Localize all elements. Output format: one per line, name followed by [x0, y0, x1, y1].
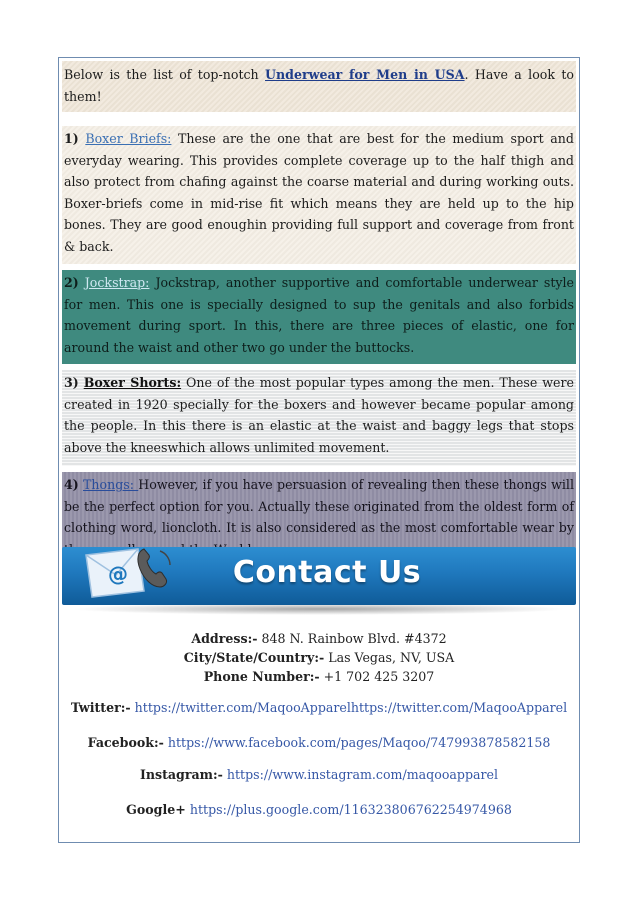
item-number: 3)	[64, 375, 79, 390]
telephone-icon	[134, 545, 174, 591]
boxer-shorts-link[interactable]: Boxer Shorts:	[83, 375, 182, 390]
instagram-line	[62, 766, 576, 784]
intro-text: Below is the list of top-notch	[64, 67, 266, 82]
item-description: One of the most popular types among the men. These were created in 1920 specially for the boxers and however became popular among the people. In this there is an elastic at the waist and baggy legs that stops above the kneeswhich allows unlimited movement.	[64, 375, 574, 455]
intro-text-end: . Have a look to them!	[64, 67, 574, 104]
item-description: However, if you have persuasion of revealing then these thongs will be the perfect option for you. Actually these originated from the oldest form of clothing word, lioncloth. It is also considered as the most comfortable wear by	[64, 477, 574, 535]
google-plus-link[interactable]: https://plus.google.com/116323806762254974968	[185, 802, 512, 817]
phone-value: +1 702 425 3207	[319, 669, 435, 684]
phone-label: Phone Number:-	[203, 669, 320, 684]
google-plus-label: Google+	[126, 802, 186, 817]
item-description: Jockstrap, another supportive and comfortable underwear style for men. This one is specially designed to sup the genitals and also forbids movement during sport. In this, there are three pieces of elastic, one for around the waist and other two go under the buttocks.	[64, 275, 574, 355]
item-number: 2)	[64, 275, 79, 290]
city-label: City/State/Country:-	[183, 650, 325, 665]
item-boxer-shorts	[62, 370, 576, 466]
address-value: 848 N. Rainbow Blvd. #4372	[257, 631, 447, 646]
jockstrap-link[interactable]: Jockstrap:	[84, 275, 150, 290]
thongs-link[interactable]: Thongs:	[83, 477, 139, 492]
twitter-line	[62, 699, 576, 717]
item-description: These are the one that are best for the medium sport and everyday wearing. This provides complete coverage up to the half thigh and also protect from chafing against the coarse material and during working outs. Boxer-briefs come in mid-rise fit which means they are held up to the hip bones. They are good enoughin providing full support and coverage from front & back.	[64, 131, 574, 254]
phone-line	[62, 668, 576, 686]
address-label: Address:-	[191, 631, 258, 646]
svg-text:@: @	[108, 562, 128, 586]
intro-paragraph	[62, 61, 576, 112]
article-body	[62, 61, 576, 566]
facebook-line	[62, 734, 576, 752]
twitter-label: Twitter:-	[70, 700, 131, 715]
item-boxer-briefs	[62, 126, 576, 264]
boxer-briefs-link[interactable]: Boxer Briefs:	[85, 131, 172, 146]
city-line	[62, 649, 576, 667]
underwear-link[interactable]: Underwear for Men in USA	[265, 67, 465, 82]
instagram-label: Instagram:-	[139, 767, 223, 782]
item-jockstrap	[62, 270, 576, 364]
address-line	[62, 630, 576, 648]
contact-us-title: Contact Us	[232, 555, 422, 590]
city-value: Las Vegas, NV, USA	[324, 650, 455, 665]
facebook-label: Facebook:-	[87, 735, 164, 750]
item-number: 1)	[64, 131, 79, 146]
item-number: 4)	[64, 477, 79, 492]
contact-us-banner	[62, 541, 576, 617]
instagram-link[interactable]: https://www.instagram.com/maqooapparel	[222, 767, 499, 782]
facebook-link[interactable]: https://www.facebook.com/pages/Maqoo/747993878582158	[163, 735, 551, 750]
twitter-link[interactable]: https://twitter.com/MaqooApparelhttps://twitter.com/MaqooApparel	[130, 700, 568, 715]
google-plus-line	[62, 801, 576, 819]
